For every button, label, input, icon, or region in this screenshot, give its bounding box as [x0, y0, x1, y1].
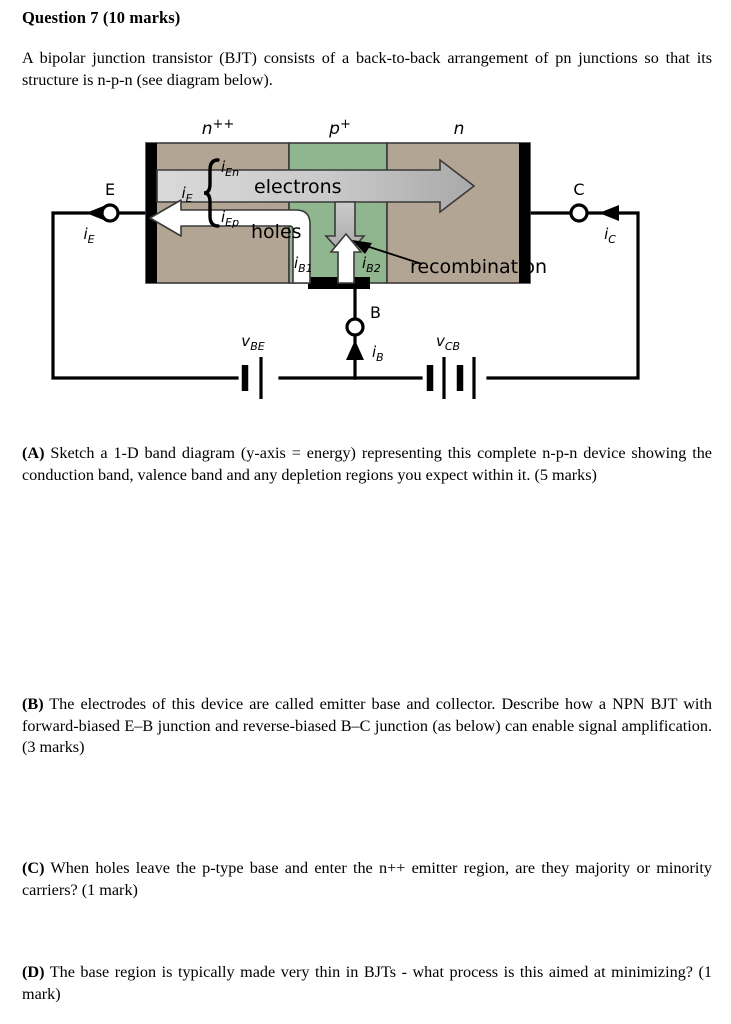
electrons-flow-label: electrons — [254, 176, 342, 198]
part-b-label: (B) — [22, 695, 44, 713]
part-d-label: (D) — [22, 963, 45, 981]
emitter-total-current-label: $i_E$ — [181, 184, 193, 205]
part-d-paragraph — [22, 962, 712, 1005]
vcb-source-label: $v_{CB}$ — [435, 332, 461, 353]
bjt-diagram — [22, 112, 712, 402]
emitter-terminal-label: E — [104, 180, 116, 199]
part-a-text: Sketch a 1-D band diagram (y-axis = energy) representing this complete n-p-n device showing the conduction band, valence band and any depletion regions you expect within it. (5 marks) — [22, 444, 712, 484]
vbe-source-label: $v_{BE}$ — [241, 332, 265, 353]
part-b-paragraph — [22, 694, 712, 759]
collector-region-label: n — [453, 119, 465, 139]
emitter-current-label: $i_E$ — [83, 225, 95, 246]
part-d-text: The base region is typically made very thin in BJTs - what process is this aimed at minimizing? (1 mark) — [22, 963, 712, 1003]
holes-flow-label: holes — [251, 221, 302, 243]
emitter-region-label: n++ — [201, 117, 235, 139]
bjt-diagram-svg — [22, 112, 712, 402]
base-current-1-label: $i_{B1}$ — [294, 254, 313, 275]
part-b-text: The electrodes of this device are called emitter base and collector. Describe how a NPN BJT with forward-biased E–B junction and reverse-biased B–C junction (as below) can enable signal amplification. (3 marks) — [22, 695, 712, 757]
part-c-paragraph — [22, 858, 712, 901]
base-current-arrowhead — [346, 340, 364, 360]
collector-current-arrowhead — [599, 205, 619, 221]
emitter-electrode — [146, 143, 157, 283]
collector-terminal-label: C — [573, 180, 585, 199]
emitter-terminal-node[interactable] — [102, 205, 118, 221]
intro-paragraph: A bipolar junction transistor (BJT) consists of a back-to-back arrangement of pn junctions so that its structure is n-p-n (see diagram below). — [22, 49, 712, 89]
vbe-battery-symbol — [245, 357, 261, 399]
base-terminal-node[interactable] — [347, 319, 363, 335]
collector-current-label: $i_C$ — [604, 225, 616, 246]
vcb-battery-symbol — [430, 357, 474, 399]
part-c-text: When holes leave the p-type base and enter the n++ emitter region, are they majority or minority carriers? (1 mark) — [22, 859, 712, 899]
recombination-label: recombination — [410, 256, 548, 278]
base-current-2-label: $i_{B2}$ — [362, 254, 381, 275]
question-heading: Question 7 (10 marks) — [22, 8, 181, 27]
part-a-paragraph — [22, 443, 712, 486]
emitter-hole-current-label: $i_{Ep}$ — [221, 208, 240, 229]
base-region-label: p+ — [329, 117, 351, 139]
collector-terminal-node[interactable] — [571, 205, 587, 221]
part-c-label: (C) — [22, 859, 45, 877]
base-terminal-current-label: $i_B$ — [372, 343, 384, 364]
base-terminal-label: B — [370, 303, 381, 322]
emitter-electron-current-label: $i_{En}$ — [221, 158, 240, 179]
part-a-label: (A) — [22, 444, 45, 462]
